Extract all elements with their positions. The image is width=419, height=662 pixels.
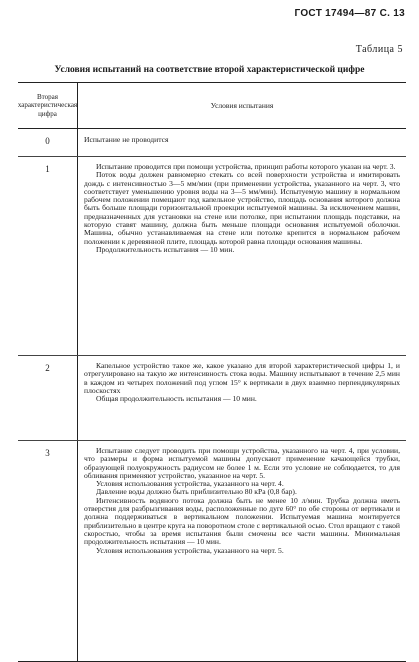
table-row <box>18 157 406 356</box>
column-header-digit: Вторая характеристическая цифра <box>18 83 78 128</box>
table-header-row <box>18 83 406 129</box>
paragraph: Интенсивность водяного потока должна быть не менее 10 л/мин. Трубка должна иметь отверстия для разбрызгивания воды, расположенные по дуге 60° по обе стороны от вертикали и должна поддерживаться в вертикальном положении. Испытуемая машина монтируется приблизительно в центре круга на поворотном столе с вертикальной осью. Стол вращают с такой скоростью, чтобы за время испытания были смочены все части машины. Минимальная продолжительность испытания — 10 мин. <box>84 495 400 547</box>
table-title: Условия испытаний на соответствие второй характеристической цифре <box>54 65 365 75</box>
digit-cell: 3 <box>18 441 78 661</box>
paragraph: Поток воды должен равномерно стекать со всей поверхности устройства и имитировать дождь с интенсивностью 3—5 мм/мин (при применении устройства, указанного на черт. 3, что соответствует уменьшению уровня воды на 3—5 мм/мин). Испытуемую машину в нормальном рабочем положении помещают под капельное устройство, площадь основания которого должна быть больше площади горизонтальной проекции испытуемой машины. За исключением машин, предназначенных для установки на стене или потолке, при испытании площадь подставки, на которую ставят машину, должна быть меньше площади основания испытуемой оболочки. Машина, обычно устанавливаемая на стене или потолке крепится в нормальном рабочем положении к деревянной плите, площадь которой равна площади основания машины. <box>84 170 400 246</box>
paragraph: Давление воды должно быть приблизительно 80 кРа (0,8 бар). <box>96 487 297 497</box>
table-row <box>18 441 406 661</box>
paragraph: Испытание следует проводить при помощи устройства, указанного на черт. 4, при условии, что размеры и форма испытуемой машины допускают применение качающейся трубки, образующей полуокружность радиусом не более 1 м. Если это условие не соблюдается, то для обливания применяют устройство, указанное на черт. 5. <box>84 446 400 480</box>
digit-cell: 2 <box>18 356 78 440</box>
table-row <box>18 129 406 157</box>
paragraph: Испытание проводится при помощи устройства, принцип работы которого указан на черт. 3. <box>96 162 396 171</box>
conditions-cell <box>78 129 406 156</box>
paragraph: Продолжительность испытания — 10 мин. <box>96 244 235 254</box>
paragraph: Условия использования устройства, указанного на черт. 5. <box>96 545 284 555</box>
paragraph: Общая продолжительность испытания — 10 мин. <box>96 394 257 404</box>
conditions-cell <box>78 356 406 440</box>
conditions-cell <box>78 157 406 355</box>
digit-cell: 0 <box>18 129 78 156</box>
paragraph: Условия использования устройства, указанного на черт. 4. <box>96 479 284 489</box>
paragraph: Испытание не проводится <box>84 135 169 144</box>
paragraph: Капельное устройство такое же, какое указано для второй характеристической цифры 1, и отрегулировано на такую же интенсивность стока воды. Машину испытывают в течение 2,5 мин в каждом из четырех положений под углом 15° к вертикали в двух взаимно перпендикулярных плоскостях <box>84 361 400 395</box>
conditions-table <box>18 82 406 662</box>
conditions-cell <box>78 441 406 661</box>
digit-cell: 1 <box>18 157 78 355</box>
table-row <box>18 356 406 441</box>
column-header-conditions: Условия испытания <box>210 101 274 110</box>
page-header: ГОСТ 17494—87 С. 13 <box>294 8 405 19</box>
table-caption: Таблица 5 <box>355 44 403 55</box>
